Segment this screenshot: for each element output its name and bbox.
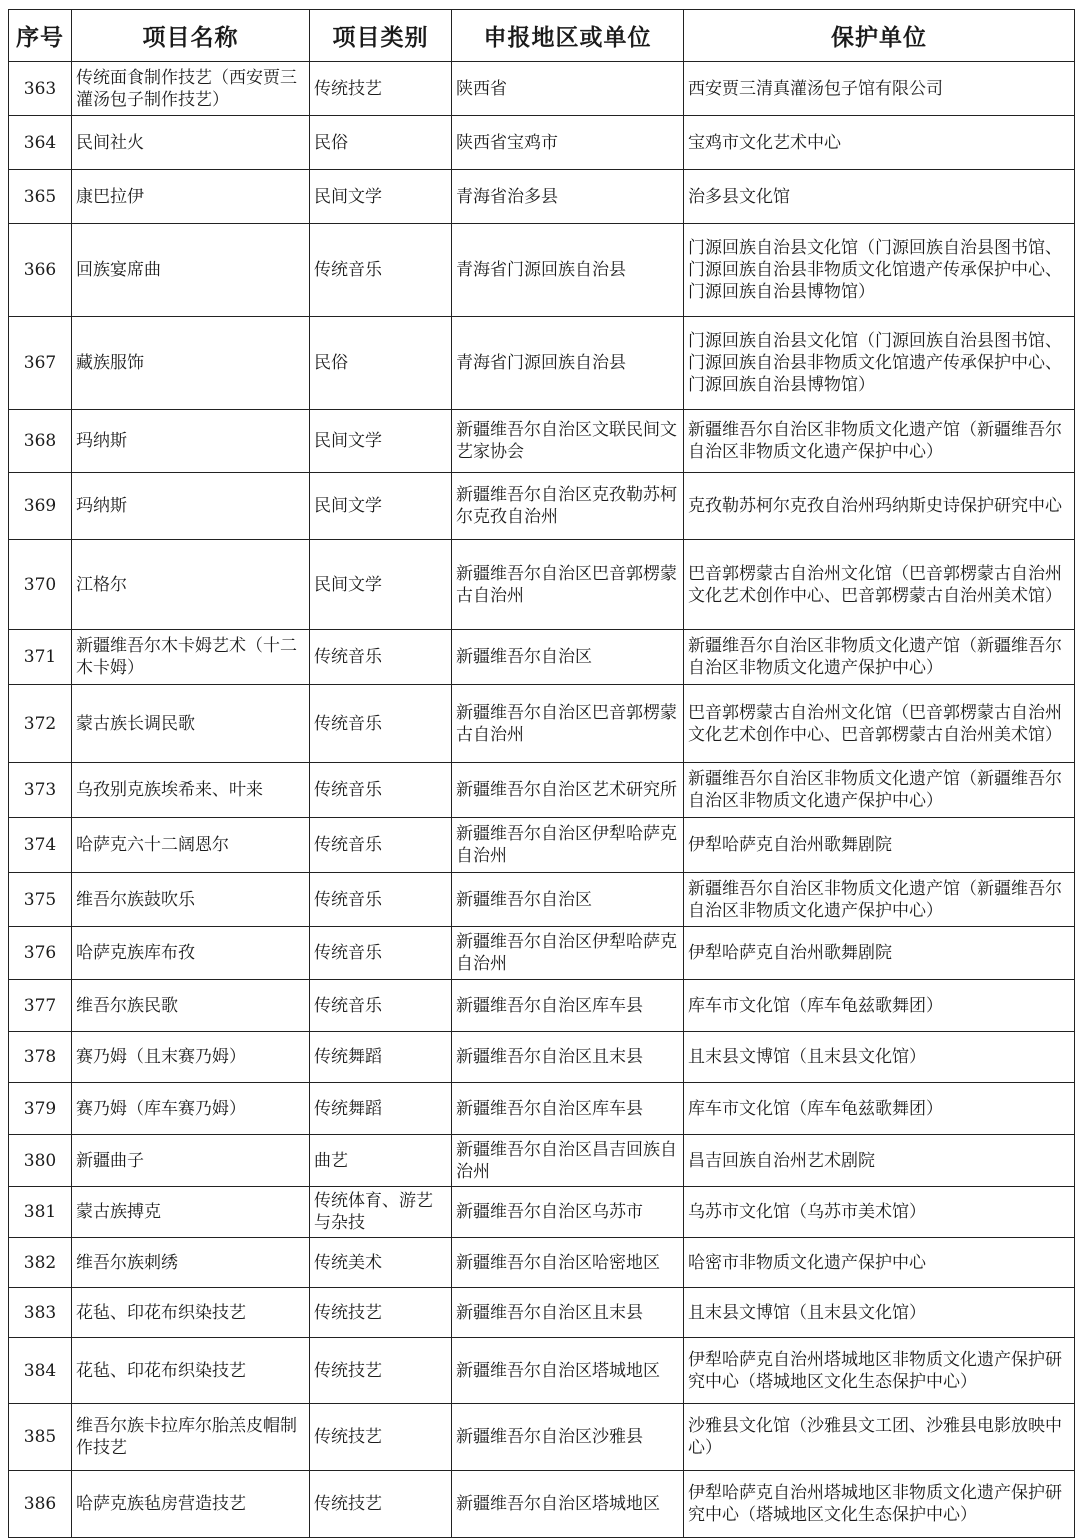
project-category: 传统音乐 bbox=[310, 224, 452, 317]
declaring-region: 新疆维吾尔自治区且末县 bbox=[452, 1032, 684, 1083]
row-number: 369 bbox=[9, 473, 72, 540]
header-project-name: 项目名称 bbox=[72, 10, 310, 62]
project-category: 传统技艺 bbox=[310, 62, 452, 116]
table-row bbox=[9, 818, 1075, 873]
row-number: 372 bbox=[9, 685, 72, 763]
declaring-region: 青海省治多县 bbox=[452, 170, 684, 224]
protection-unit: 巴音郭楞蒙古自治州文化馆（巴音郭楞蒙古自治州文化艺术创作中心、巴音郭楞蒙古自治州美术馆） bbox=[684, 540, 1075, 630]
table-row bbox=[9, 410, 1075, 473]
project-category: 传统技艺 bbox=[310, 1471, 452, 1538]
protection-unit: 宝鸡市文化艺术中心 bbox=[684, 116, 1075, 170]
project-category: 民间文学 bbox=[310, 473, 452, 540]
protection-unit: 伊犁哈萨克自治州歌舞剧院 bbox=[684, 818, 1075, 873]
project-category: 传统音乐 bbox=[310, 873, 452, 927]
declaring-region: 新疆维吾尔自治区 bbox=[452, 630, 684, 685]
table-row bbox=[9, 927, 1075, 980]
declaring-region: 新疆维吾尔自治区哈密地区 bbox=[452, 1238, 684, 1288]
row-number: 367 bbox=[9, 317, 72, 410]
project-name: 传统面食制作技艺（西安贾三灌汤包子制作技艺） bbox=[72, 62, 310, 116]
project-name: 玛纳斯 bbox=[72, 410, 310, 473]
heritage-table bbox=[8, 9, 1075, 1538]
declaring-region: 新疆维吾尔自治区艺术研究所 bbox=[452, 763, 684, 818]
row-number: 366 bbox=[9, 224, 72, 317]
table-body bbox=[9, 62, 1075, 1538]
table-row bbox=[9, 1083, 1075, 1135]
table-row bbox=[9, 1032, 1075, 1083]
table-row bbox=[9, 116, 1075, 170]
row-number: 377 bbox=[9, 980, 72, 1032]
project-name: 乌孜别克族埃希来、叶来 bbox=[72, 763, 310, 818]
project-name: 蒙古族搏克 bbox=[72, 1187, 310, 1238]
row-number: 379 bbox=[9, 1083, 72, 1135]
row-number: 368 bbox=[9, 410, 72, 473]
declaring-region: 新疆维吾尔自治区昌吉回族自治州 bbox=[452, 1135, 684, 1187]
row-number: 370 bbox=[9, 540, 72, 630]
protection-unit: 沙雅县文化馆（沙雅县文工团、沙雅县电影放映中心） bbox=[684, 1404, 1075, 1471]
row-number: 364 bbox=[9, 116, 72, 170]
protection-unit: 库车市文化馆（库车龟兹歌舞团） bbox=[684, 1083, 1075, 1135]
table-row bbox=[9, 873, 1075, 927]
table-row bbox=[9, 1135, 1075, 1187]
protection-unit: 伊犁哈萨克自治州塔城地区非物质文化遗产保护研究中心（塔城地区文化生态保护中心） bbox=[684, 1338, 1075, 1404]
declaring-region: 新疆维吾尔自治区巴音郭楞蒙古自治州 bbox=[452, 540, 684, 630]
protection-unit: 新疆维吾尔自治区非物质文化遗产馆（新疆维吾尔自治区非物质文化遗产保护中心） bbox=[684, 763, 1075, 818]
table-row bbox=[9, 224, 1075, 317]
table-row bbox=[9, 980, 1075, 1032]
declaring-region: 新疆维吾尔自治区库车县 bbox=[452, 980, 684, 1032]
project-category: 传统美术 bbox=[310, 1238, 452, 1288]
header-category: 项目类别 bbox=[310, 10, 452, 62]
project-category: 传统音乐 bbox=[310, 763, 452, 818]
protection-unit: 乌苏市文化馆（乌苏市美术馆） bbox=[684, 1187, 1075, 1238]
declaring-region: 青海省门源回族自治县 bbox=[452, 224, 684, 317]
project-name: 江格尔 bbox=[72, 540, 310, 630]
declaring-region: 新疆维吾尔自治区 bbox=[452, 873, 684, 927]
header-number: 序号 bbox=[9, 10, 72, 62]
row-number: 378 bbox=[9, 1032, 72, 1083]
table-row bbox=[9, 317, 1075, 410]
project-category: 传统舞蹈 bbox=[310, 1083, 452, 1135]
declaring-region: 新疆维吾尔自治区塔城地区 bbox=[452, 1471, 684, 1538]
table-row bbox=[9, 1338, 1075, 1404]
project-name: 蒙古族长调民歌 bbox=[72, 685, 310, 763]
project-category: 传统技艺 bbox=[310, 1404, 452, 1471]
protection-unit: 哈密市非物质文化遗产保护中心 bbox=[684, 1238, 1075, 1288]
protection-unit: 昌吉回族自治州艺术剧院 bbox=[684, 1135, 1075, 1187]
project-name: 维吾尔族民歌 bbox=[72, 980, 310, 1032]
project-name: 花毡、印花布织染技艺 bbox=[72, 1288, 310, 1338]
project-name: 赛乃姆（且末赛乃姆） bbox=[72, 1032, 310, 1083]
header-region: 申报地区或单位 bbox=[452, 10, 684, 62]
declaring-region: 青海省门源回族自治县 bbox=[452, 317, 684, 410]
header-protection-unit: 保护单位 bbox=[684, 10, 1075, 62]
protection-unit: 且末县文博馆（且末县文化馆） bbox=[684, 1288, 1075, 1338]
table-row bbox=[9, 1238, 1075, 1288]
table-row bbox=[9, 170, 1075, 224]
table-row bbox=[9, 685, 1075, 763]
declaring-region: 新疆维吾尔自治区巴音郭楞蒙古自治州 bbox=[452, 685, 684, 763]
project-category: 民俗 bbox=[310, 317, 452, 410]
project-name: 维吾尔族刺绣 bbox=[72, 1238, 310, 1288]
declaring-region: 新疆维吾尔自治区且末县 bbox=[452, 1288, 684, 1338]
row-number: 373 bbox=[9, 763, 72, 818]
protection-unit: 治多县文化馆 bbox=[684, 170, 1075, 224]
declaring-region: 新疆维吾尔自治区伊犁哈萨克自治州 bbox=[452, 927, 684, 980]
protection-unit: 新疆维吾尔自治区非物质文化遗产馆（新疆维吾尔自治区非物质文化遗产保护中心） bbox=[684, 873, 1075, 927]
project-name: 哈萨克族库布孜 bbox=[72, 927, 310, 980]
project-name: 维吾尔族鼓吹乐 bbox=[72, 873, 310, 927]
protection-unit: 门源回族自治县文化馆（门源回族自治县图书馆、门源回族自治县非物质文化馆遗产传承保护中心、门源回族自治县博物馆） bbox=[684, 224, 1075, 317]
heritage-list-document bbox=[8, 9, 1074, 1538]
project-name: 藏族服饰 bbox=[72, 317, 310, 410]
row-number: 381 bbox=[9, 1187, 72, 1238]
declaring-region: 新疆维吾尔自治区塔城地区 bbox=[452, 1338, 684, 1404]
project-category: 传统音乐 bbox=[310, 980, 452, 1032]
declaring-region: 新疆维吾尔自治区乌苏市 bbox=[452, 1187, 684, 1238]
project-category: 传统音乐 bbox=[310, 685, 452, 763]
project-name: 康巴拉伊 bbox=[72, 170, 310, 224]
table-row bbox=[9, 473, 1075, 540]
protection-unit: 门源回族自治县文化馆（门源回族自治县图书馆、门源回族自治县非物质文化馆遗产传承保护中心、门源回族自治县博物馆） bbox=[684, 317, 1075, 410]
protection-unit: 库车市文化馆（库车龟兹歌舞团） bbox=[684, 980, 1075, 1032]
row-number: 383 bbox=[9, 1288, 72, 1338]
project-name: 新疆维吾尔木卡姆艺术（十二木卡姆） bbox=[72, 630, 310, 685]
protection-unit: 新疆维吾尔自治区非物质文化遗产馆（新疆维吾尔自治区非物质文化遗产保护中心） bbox=[684, 630, 1075, 685]
project-category: 传统音乐 bbox=[310, 927, 452, 980]
table-row bbox=[9, 62, 1075, 116]
project-category: 传统音乐 bbox=[310, 630, 452, 685]
protection-unit: 新疆维吾尔自治区非物质文化遗产馆（新疆维吾尔自治区非物质文化遗产保护中心） bbox=[684, 410, 1075, 473]
project-category: 民间文学 bbox=[310, 540, 452, 630]
project-category: 民俗 bbox=[310, 116, 452, 170]
declaring-region: 新疆维吾尔自治区克孜勒苏柯尔克孜自治州 bbox=[452, 473, 684, 540]
protection-unit: 西安贾三清真灌汤包子馆有限公司 bbox=[684, 62, 1075, 116]
project-category: 传统技艺 bbox=[310, 1338, 452, 1404]
project-name: 哈萨克族毡房营造技艺 bbox=[72, 1471, 310, 1538]
declaring-region: 新疆维吾尔自治区库车县 bbox=[452, 1083, 684, 1135]
table-row bbox=[9, 1187, 1075, 1238]
header-row bbox=[9, 10, 1075, 62]
project-name: 花毡、印花布织染技艺 bbox=[72, 1338, 310, 1404]
row-number: 382 bbox=[9, 1238, 72, 1288]
project-name: 回族宴席曲 bbox=[72, 224, 310, 317]
table-row bbox=[9, 540, 1075, 630]
protection-unit: 且末县文博馆（且末县文化馆） bbox=[684, 1032, 1075, 1083]
project-category: 传统体育、游艺与杂技 bbox=[310, 1187, 452, 1238]
table-row bbox=[9, 1404, 1075, 1471]
project-category: 传统技艺 bbox=[310, 1288, 452, 1338]
project-name: 新疆曲子 bbox=[72, 1135, 310, 1187]
row-number: 386 bbox=[9, 1471, 72, 1538]
declaring-region: 陕西省宝鸡市 bbox=[452, 116, 684, 170]
row-number: 385 bbox=[9, 1404, 72, 1471]
declaring-region: 陕西省 bbox=[452, 62, 684, 116]
table-row bbox=[9, 1471, 1075, 1538]
row-number: 365 bbox=[9, 170, 72, 224]
project-category: 传统舞蹈 bbox=[310, 1032, 452, 1083]
project-name: 维吾尔族卡拉库尔胎羔皮帽制作技艺 bbox=[72, 1404, 310, 1471]
project-category: 曲艺 bbox=[310, 1135, 452, 1187]
project-category: 传统音乐 bbox=[310, 818, 452, 873]
protection-unit: 巴音郭楞蒙古自治州文化馆（巴音郭楞蒙古自治州文化艺术创作中心、巴音郭楞蒙古自治州美术馆） bbox=[684, 685, 1075, 763]
table-row bbox=[9, 630, 1075, 685]
row-number: 363 bbox=[9, 62, 72, 116]
row-number: 374 bbox=[9, 818, 72, 873]
project-category: 民间文学 bbox=[310, 410, 452, 473]
protection-unit: 克孜勒苏柯尔克孜自治州玛纳斯史诗保护研究中心 bbox=[684, 473, 1075, 540]
table-row bbox=[9, 763, 1075, 818]
row-number: 376 bbox=[9, 927, 72, 980]
project-category: 民间文学 bbox=[310, 170, 452, 224]
table-header bbox=[9, 10, 1075, 62]
table-row bbox=[9, 1288, 1075, 1338]
protection-unit: 伊犁哈萨克自治州塔城地区非物质文化遗产保护研究中心（塔城地区文化生态保护中心） bbox=[684, 1471, 1075, 1538]
project-name: 民间社火 bbox=[72, 116, 310, 170]
row-number: 375 bbox=[9, 873, 72, 927]
row-number: 384 bbox=[9, 1338, 72, 1404]
project-name: 赛乃姆（库车赛乃姆） bbox=[72, 1083, 310, 1135]
row-number: 371 bbox=[9, 630, 72, 685]
project-name: 哈萨克六十二阔恩尔 bbox=[72, 818, 310, 873]
declaring-region: 新疆维吾尔自治区沙雅县 bbox=[452, 1404, 684, 1471]
row-number: 380 bbox=[9, 1135, 72, 1187]
declaring-region: 新疆维吾尔自治区文联民间文艺家协会 bbox=[452, 410, 684, 473]
protection-unit: 伊犁哈萨克自治州歌舞剧院 bbox=[684, 927, 1075, 980]
declaring-region: 新疆维吾尔自治区伊犁哈萨克自治州 bbox=[452, 818, 684, 873]
project-name: 玛纳斯 bbox=[72, 473, 310, 540]
